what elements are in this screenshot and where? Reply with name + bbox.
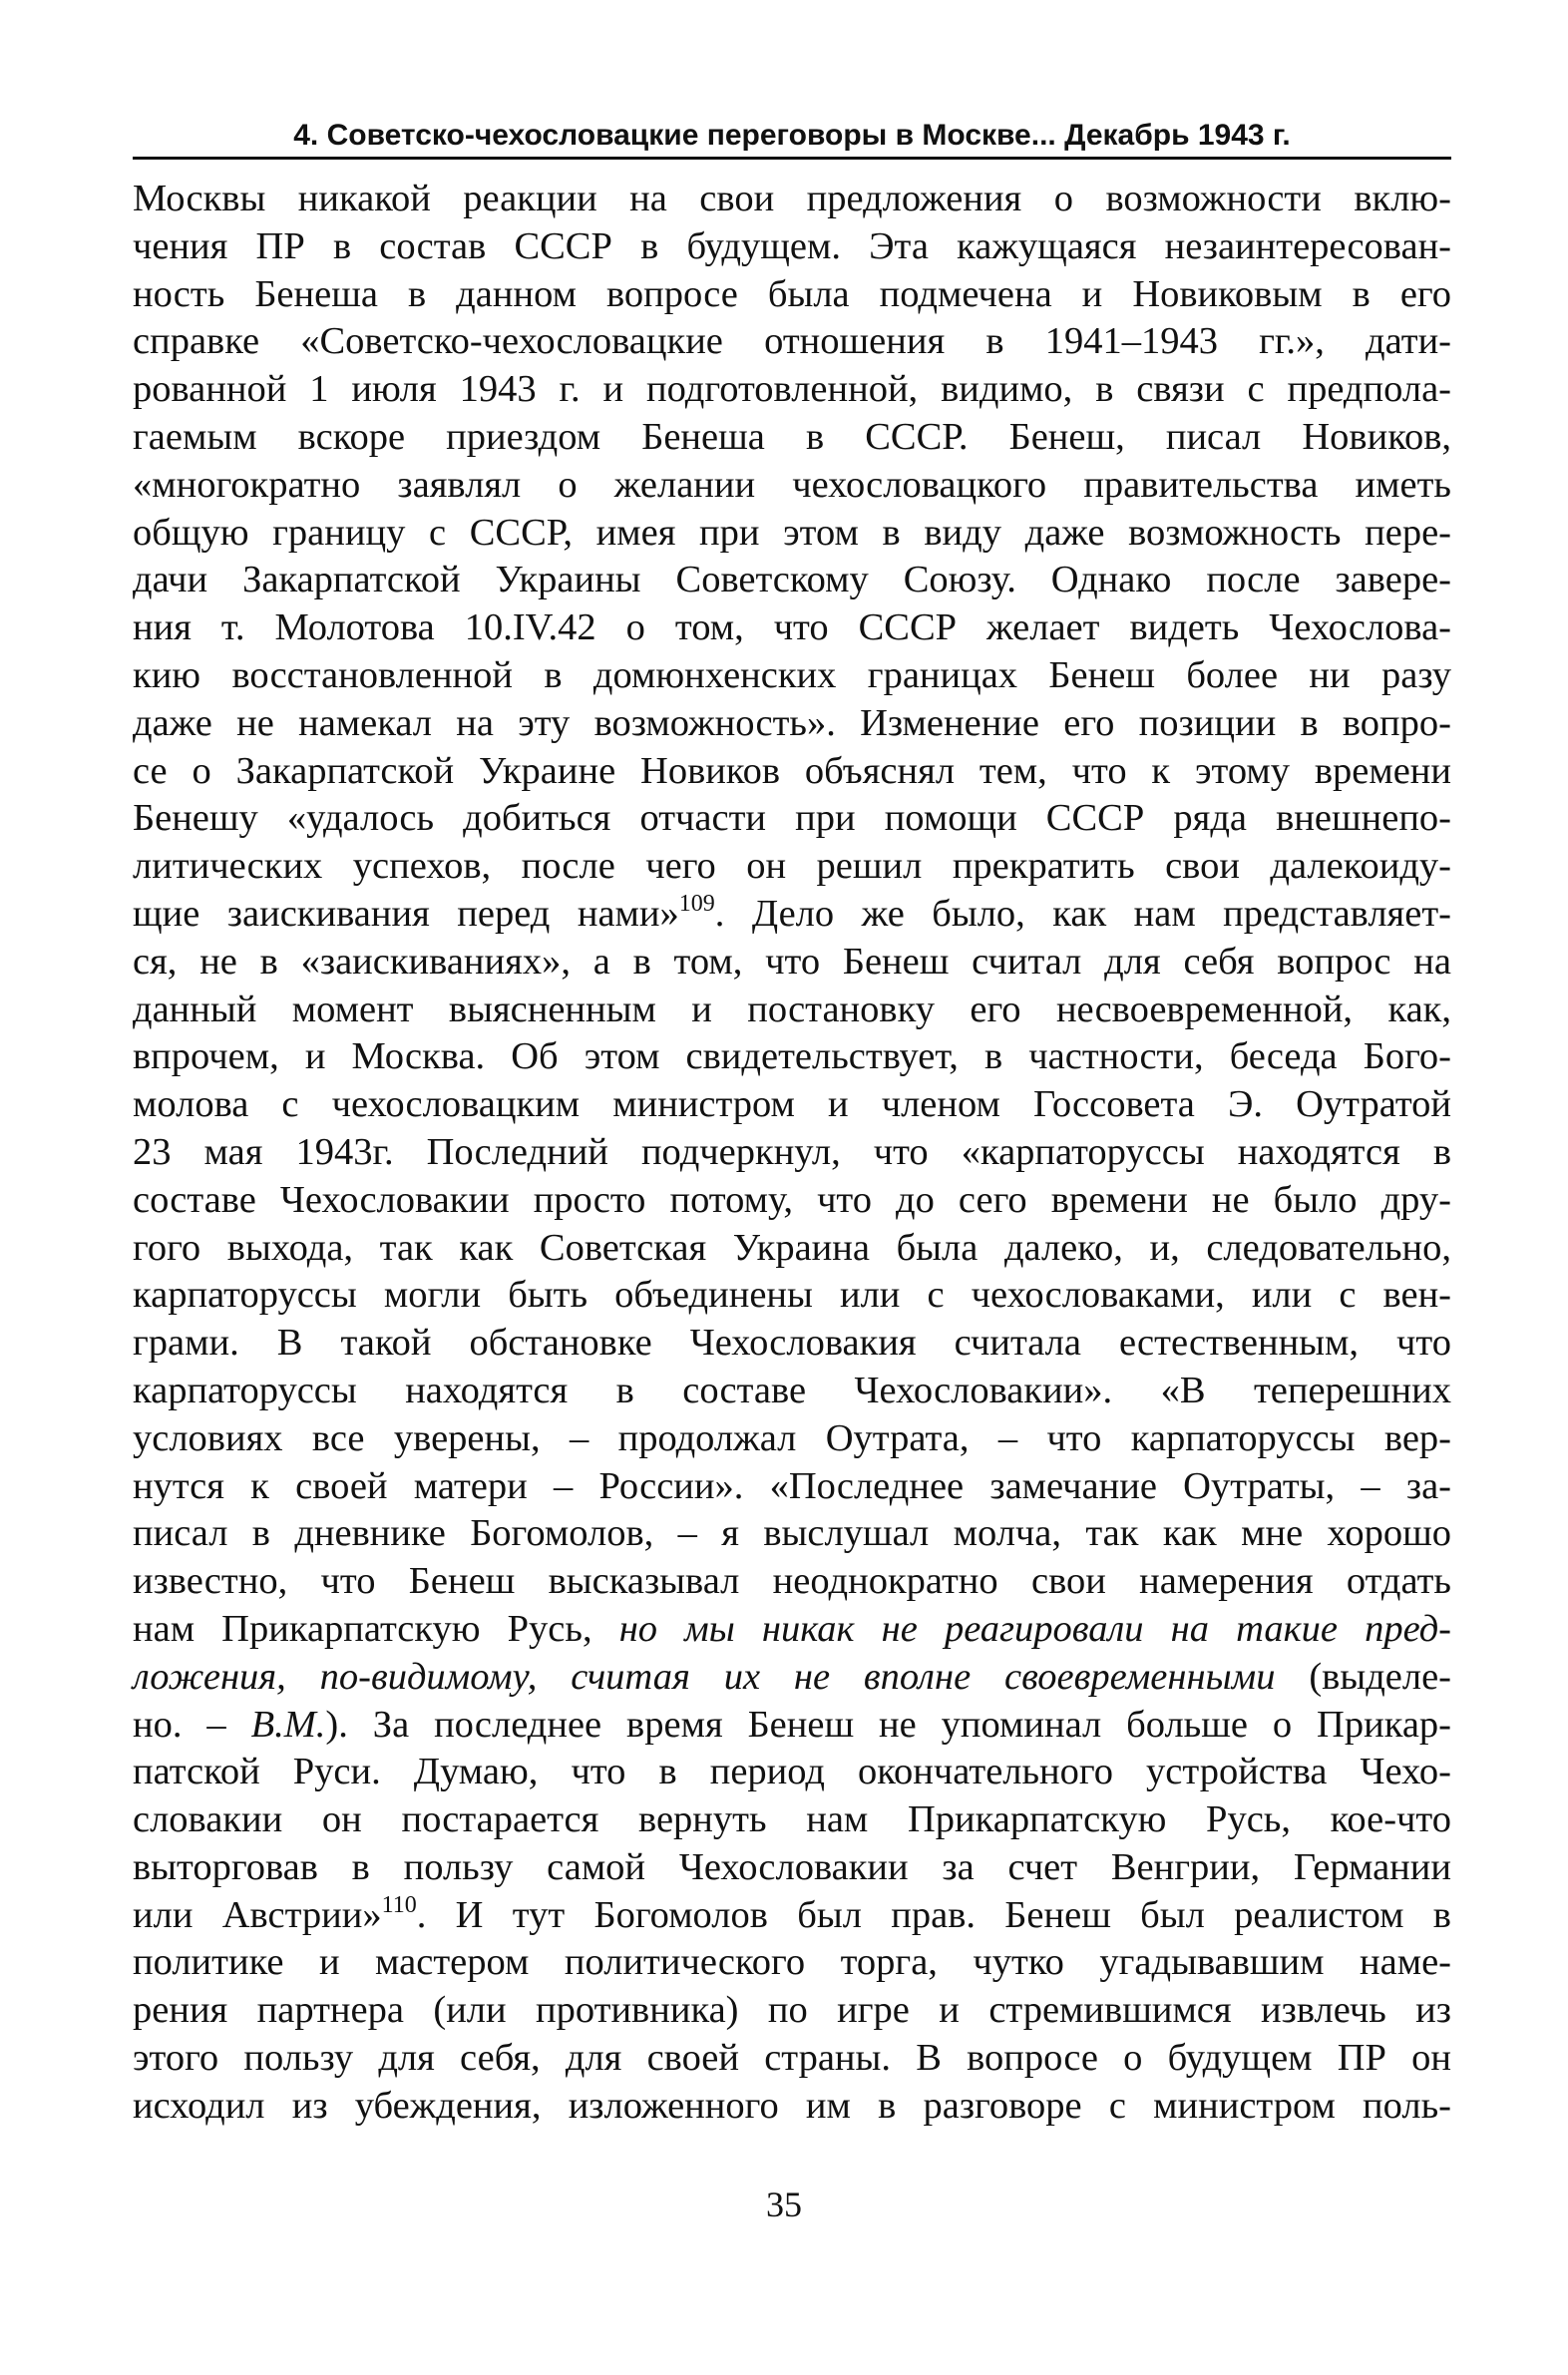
text-line: гаемым вскоре приездом Бенеша в СССР. Бенеш, писал Новиков,: [133, 415, 1451, 458]
text-line: исходил из убеждения, изложенного им в разговоре с министром поль-: [133, 2084, 1451, 2127]
text-line: этого пользу для себя, для своей страны. В вопросе о будущем ПР он: [133, 2037, 1451, 2080]
text-segment: но. –: [133, 1703, 251, 1746]
text-line: нутся к своей матери – России». «Последнее замечание Оутраты, – за-: [133, 1464, 1451, 1507]
text-line: словакии он постарается вернуть нам Прикарпатскую Русь, кое-что: [133, 1798, 1451, 1841]
author-initials: В.М.: [250, 1703, 326, 1746]
text-line: Бенешу «удалось добиться отчасти при помощи СССР ряда внешнепо-: [133, 797, 1451, 840]
header-rule: [133, 157, 1451, 160]
text-line: дачи Закарпатской Украины Советскому Союзу. Однако после завере-: [133, 559, 1451, 601]
text-line: составе Чехословакии просто потому, что до сего времени не было дру-: [133, 1178, 1451, 1221]
text-line-with-italic: [133, 1702, 1451, 1750]
footnote-ref-110: 110: [381, 1891, 417, 1918]
text-segment: нам Прикарпатскую Русь,: [133, 1607, 619, 1650]
text-segment: ). За последнее время Бенеш не упоминал больше о Прикар-: [325, 1703, 1451, 1746]
text-line: се о Закарпатской Украине Новиков объяснял тем, что к этому времени: [133, 749, 1451, 792]
text-line: кию восстановленной в домюнхенских границах Бенеш более ни разу: [133, 653, 1451, 696]
text-line: данный момент выясненным и постановку его несвоевременной, как,: [133, 988, 1451, 1030]
text-line: справке «Советско-чехословацкие отношения в 1941–1943 гг.», дати-: [133, 320, 1451, 363]
text-line: литических успехов, после чего он решил прекратить свои далекоиду-: [133, 845, 1451, 888]
italic-segment: но мы никак не реагировали на такие пред-: [618, 1607, 1452, 1650]
text-line: выторговав в пользу самой Чехословакии за счет Венгрии, Германии: [133, 1845, 1451, 1888]
text-line: рованной 1 июля 1943 г. и подготовленной, видимо, в связи с предпола-: [133, 368, 1451, 411]
text-segment: щие заискивания перед нами»: [133, 892, 679, 935]
text-line-with-italic: [133, 1654, 1451, 1702]
body-text: [133, 176, 1451, 2131]
page-number: 35: [766, 2184, 802, 2224]
text-line: известно, что Бенеш высказывал неоднократно свои намерения отдать: [133, 1560, 1451, 1603]
text-line: условиях все уверены, – продолжал Оутрата, – что карпаторуссы вер-: [133, 1416, 1451, 1459]
text-line: общую границу с СССР, имея при этом в виду даже возможность пере-: [133, 511, 1451, 554]
text-segment: . Дело же было, как нам представляет-: [714, 892, 1452, 935]
text-line: молова с чехословацким министром и членом Госсовета Э. Оутратой: [133, 1083, 1451, 1126]
running-head: 4. Советско-чехословацкие переговоры в Москве... Декабрь 1943 г.: [293, 119, 1291, 152]
text-line-with-footnote: [133, 1892, 1451, 1940]
text-line: рения партнера (или противника) по игре и стремившимся извлечь из: [133, 1989, 1451, 2032]
text-line: «многократно заявлял о желании чехословацкого правительства иметь: [133, 463, 1451, 506]
text-line: 23 мая 1943г. Последний подчеркнул, что «карпаторуссы находятся в: [133, 1130, 1451, 1173]
text-line: патской Руси. Думаю, что в период окончательного устройства Чехо-: [133, 1751, 1451, 1793]
text-line: грами. В такой обстановке Чехословакия считала естественным, что: [133, 1322, 1451, 1365]
text-line: ния т. Молотова 10.IV.42 о том, что СССР желает видеть Чехослова-: [133, 606, 1451, 649]
footnote-ref-109: 109: [678, 890, 715, 917]
text-segment: . И тут Богомолов был прав. Бенеш был реалистом в: [416, 1893, 1451, 1936]
text-line: ность Бенеша в данном вопросе была подмечена и Новиковым в его: [133, 272, 1451, 315]
text-segment: или Австрии»: [133, 1893, 382, 1936]
text-line: карпаторуссы могли быть объединены или с чехословаками, или с вен-: [133, 1274, 1451, 1317]
text-line: чения ПР в состав СССР в будущем. Эта кажущаяся незаинтересован-: [133, 224, 1451, 267]
text-line: Москвы никакой реакции на свои предложения о возможности вклю-: [133, 178, 1451, 219]
text-line: впрочем, и Москва. Об этом свидетельствует, в частности, беседа Бого-: [133, 1035, 1451, 1078]
italic-segment: ложения, по-видимому, считая их не вполне своевременными: [133, 1655, 1276, 1698]
text-line-with-italic: [133, 1606, 1451, 1654]
text-line: даже не намекал на эту возможность». Изменение его позиции в вопро-: [133, 701, 1451, 744]
text-line: карпаторуссы находятся в составе Чехословакии». «В теперешних: [133, 1369, 1451, 1411]
text-line: политике и мастером политического торга, чутко угадывавшим наме-: [133, 1941, 1451, 1984]
text-segment: (выделе-: [1275, 1655, 1451, 1698]
text-line: ся, не в «заискиваниях», а в том, что Бенеш считал для себя вопрос на: [133, 940, 1451, 983]
text-line: писал в дневнике Богомолов, – я выслушал молча, так как мне хорошо: [133, 1512, 1451, 1555]
text-line-with-footnote: [133, 891, 1451, 939]
text-line: гого выхода, так как Советская Украина была далеко, и, следовательно,: [133, 1226, 1451, 1269]
